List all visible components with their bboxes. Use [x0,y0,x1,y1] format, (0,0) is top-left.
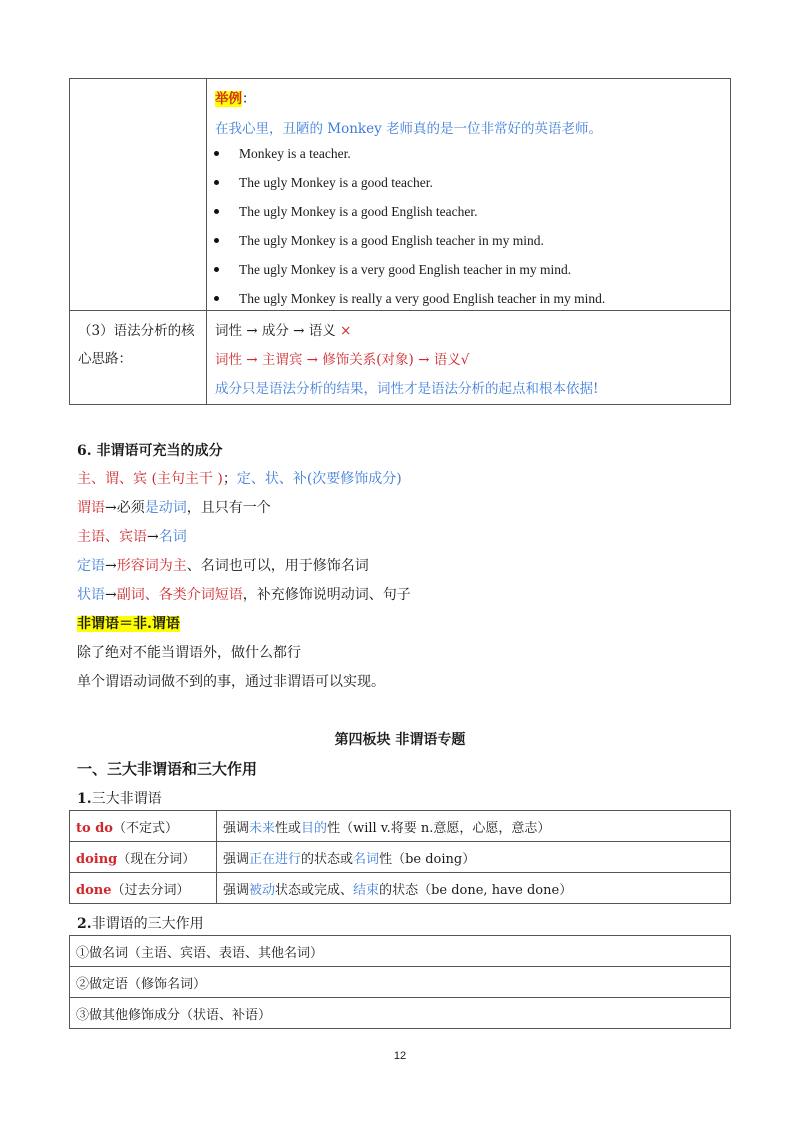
section-6-line-2: 谓语→必须是动词，且只有一个 [77,500,271,516]
section-6-line-8: 单个谓语动词做不到的事，通过非谓语可以实现。 [77,674,385,690]
list-item: Monkey is a teacher. [214,146,351,162]
block-4-title: 第四板块 非谓语专题 [334,732,466,748]
section-6-line-7: 除了绝对不能当谓语外，做什么都行 [77,645,301,661]
form-name-cell: doing（现在分词） [70,842,217,873]
example-chinese: 在我心里，丑陋的 Monkey 老师真的是一位非常好的英语老师。 [215,121,603,137]
three-forms-heading: 1.三大非谓语 [77,791,162,807]
bullet-dot-icon [214,267,219,272]
page-number: 12 [393,1050,407,1062]
bullet-dot-icon [214,296,219,301]
core-idea-label-1: （3）语法分析的核 [78,323,195,339]
table-row [70,967,731,998]
list-item: The ugly Monkey is a good English teacher. [214,204,477,220]
core-idea-label-2: 心思路： [78,351,132,367]
functions-table [69,935,731,1029]
table-row [70,936,731,967]
function-cell: ②做定语（修饰名词） [70,967,731,998]
example-label: 举例 [215,91,242,107]
core-line-1: 词性 → 成分 → 语义 [215,323,336,339]
core-line-2: 词性 → 主谓宾 → 修饰关系(对象) → 语义√ [215,352,470,368]
table-row [70,842,731,873]
form-desc-cell: 强调被动状态或完成、结束的状态（be done, have done） [217,873,731,904]
block-4-subheading: 一、三大非谓语和三大作用 [77,760,258,778]
bullet-dot-icon [214,238,219,243]
section-6-line-6: 非谓语＝非.谓语 [77,616,180,632]
core-idea-label-cell [70,311,207,405]
example-colon: ： [242,91,256,107]
list-item: The ugly Monkey is a good teacher. [214,175,433,191]
section-6-line-4: 定语→形容词为主、名词也可以，用于修饰名词 [77,558,369,574]
list-item: The ugly Monkey is a good English teacher in my mind. [214,233,544,249]
section-6-heading: 6. 非谓语可充当的成分 [77,443,223,459]
section-6-line-5: 状语→副词、各类介词短语，补充修饰说明动词、句子 [77,587,411,603]
table-row [70,811,731,842]
list-item: The ugly Monkey is a very good English teacher in my mind. [214,262,571,278]
bullet-dot-icon [214,209,219,214]
function-cell: ①做名词（主语、宾语、表语、其他名词） [70,936,731,967]
form-desc-cell: 强调未来性或目的性（will v.将要 n.意愿，心愿，意志） [217,811,731,842]
empty-cell [70,79,207,311]
core-idea-content-cell [207,311,731,405]
wrong-mark: × [340,323,352,339]
list-item: The ugly Monkey is really a very good English teacher in my mind. [214,291,605,307]
function-cell: ③做其他修饰成分（状语、补语） [70,998,731,1029]
bullet-dot-icon [214,151,219,156]
three-functions-heading: 2.非谓语的三大作用 [77,916,204,932]
form-desc-cell: 强调正在进行的状态或名词性（be doing） [217,842,731,873]
table-row [70,873,731,904]
bullet-dot-icon [214,180,219,185]
table-row [70,998,731,1029]
section-6-line-3: 主语、宾语→名词 [77,529,187,545]
form-name-cell: to do（不定式） [70,811,217,842]
forms-table [69,810,731,904]
section-6-line-1: 主、谓、宾 (主句主干 )；定、状、补(次要修饰成分) [77,471,402,487]
core-line-3: 成分只是语法分析的结果，词性才是语法分析的起点和根本依据! [215,381,599,397]
form-name-cell: done（过去分词） [70,873,217,904]
